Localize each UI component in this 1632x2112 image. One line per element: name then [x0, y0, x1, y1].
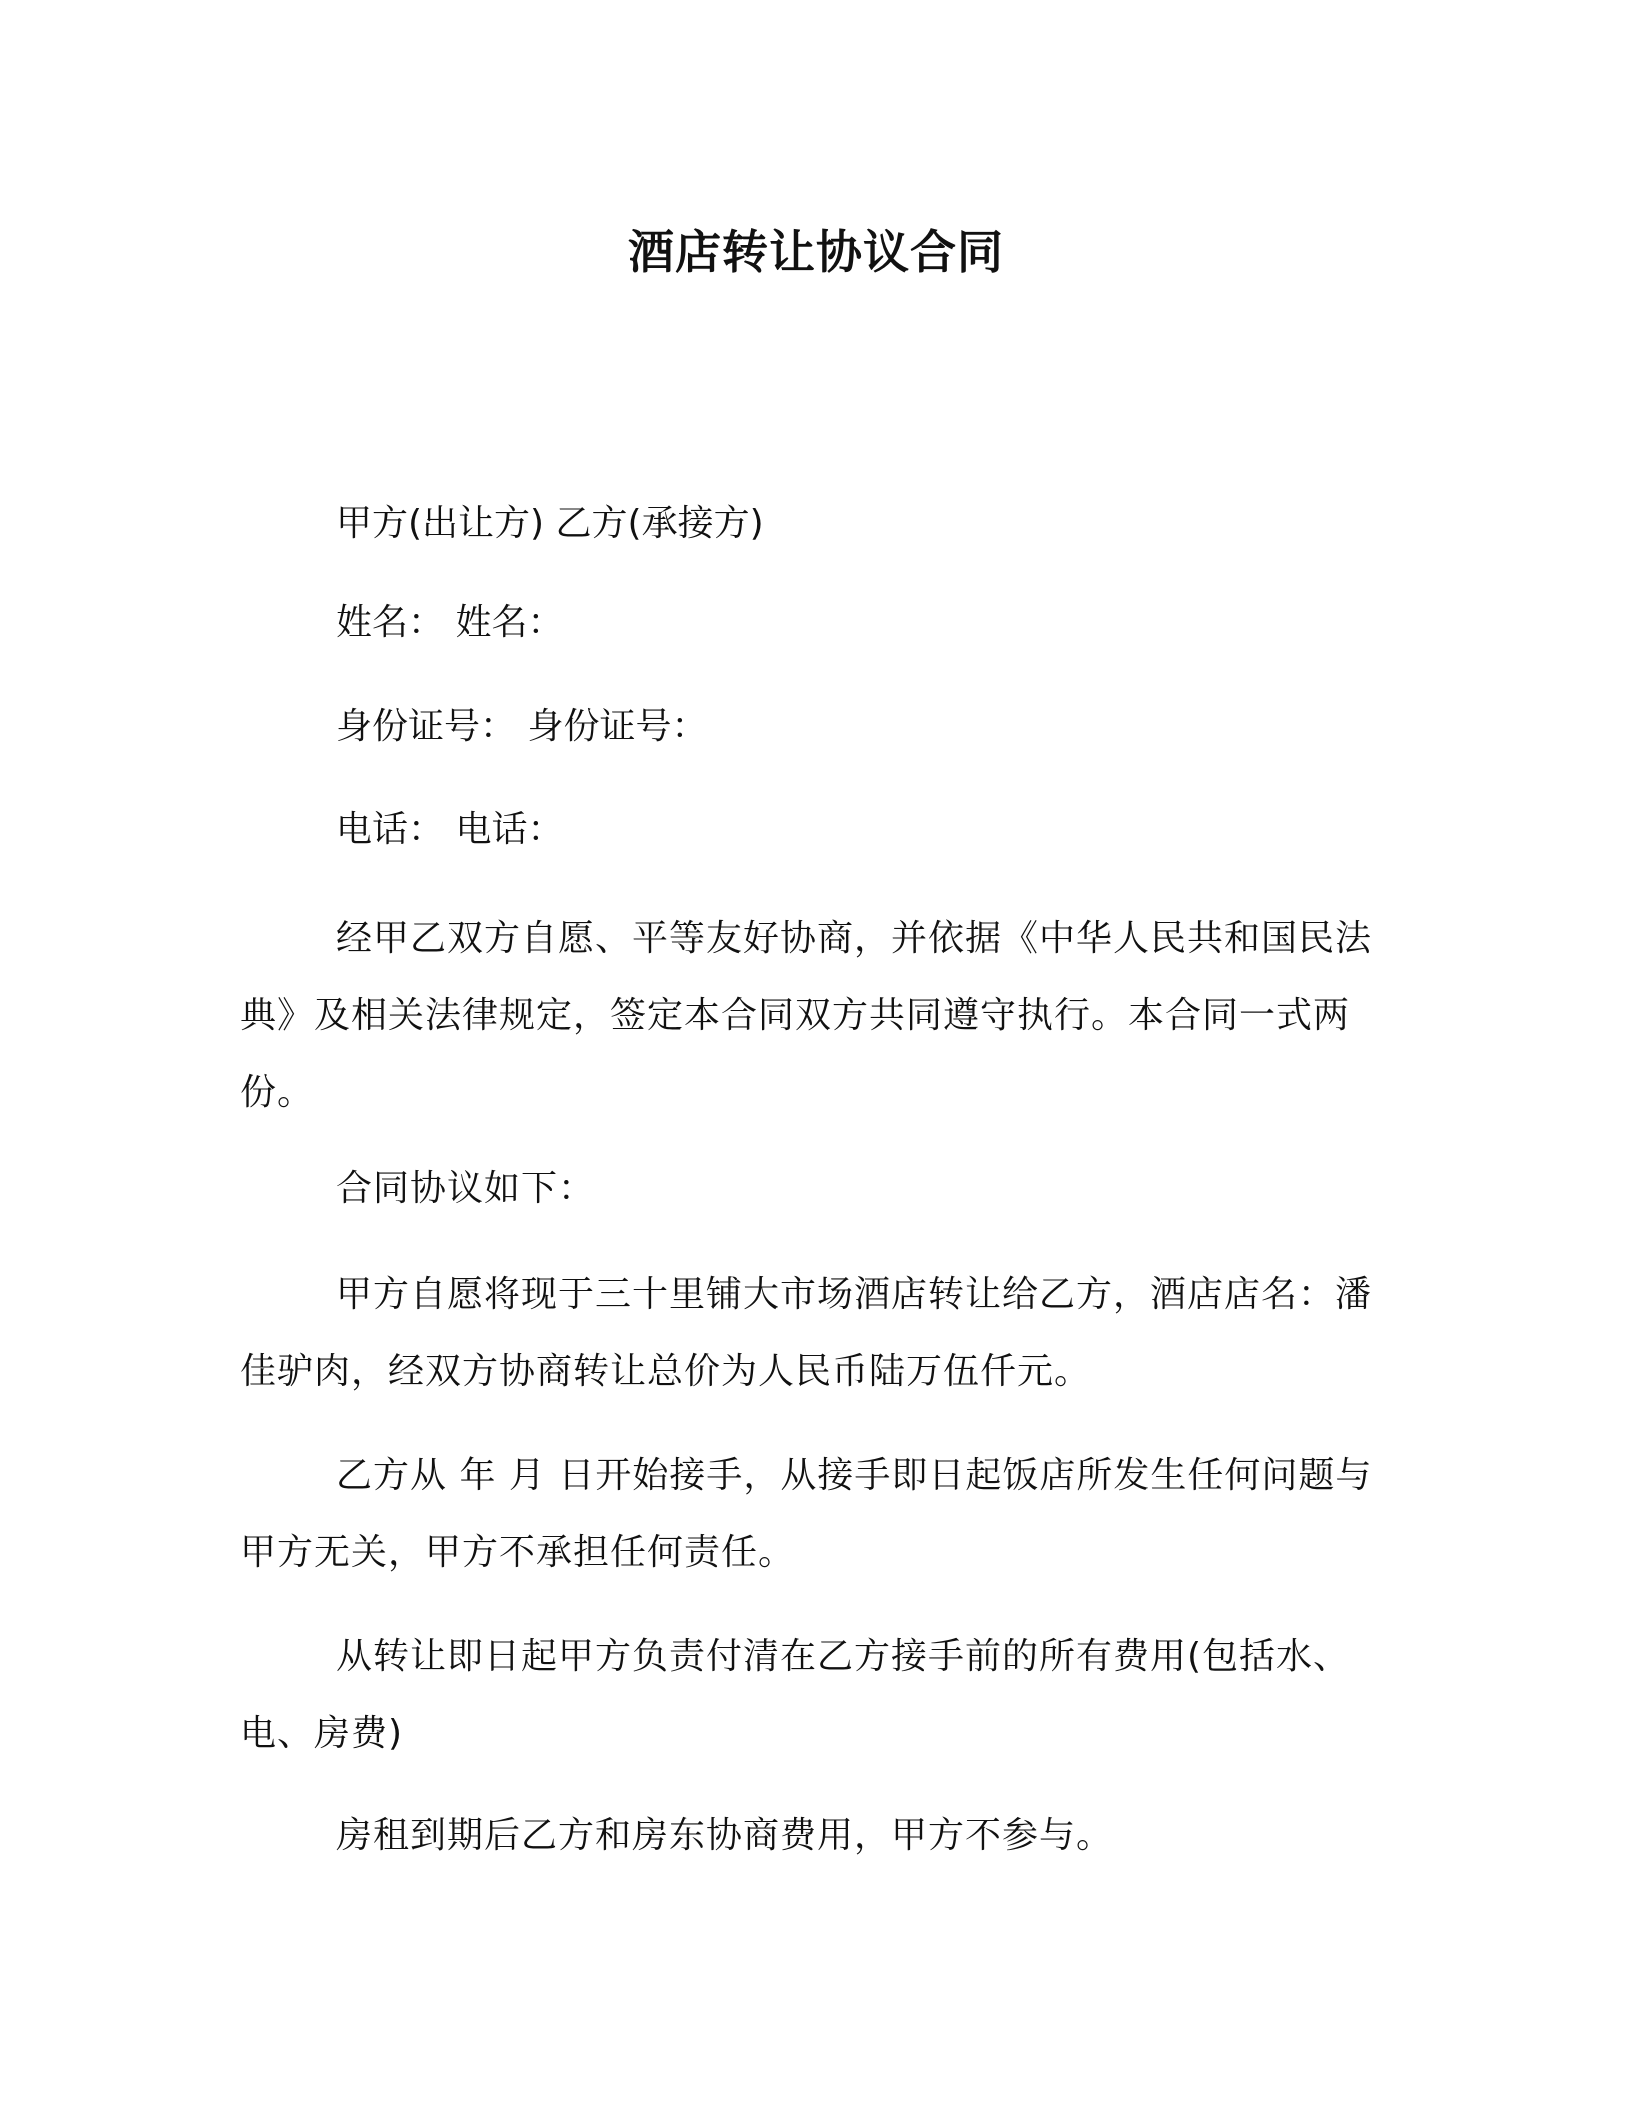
document-title: 酒店转让协议合同	[628, 225, 1004, 279]
paragraph-fees: 从转让即日起甲方负责付清在乙方接手前的所有费用(包括水、电、房费)	[240, 1636, 1351, 1754]
paragraph-agreement-heading: 合同协议如下：	[336, 1168, 596, 1209]
name-line: 姓名： 姓名：	[336, 602, 564, 643]
paragraph-transfer-terms: 甲方自愿将现于三十里铺大市场酒店转让给乙方，酒店店名：潘佳驴肉，经双方协商转让总价为人民币陆万伍仟元。	[240, 1274, 1373, 1392]
paragraph-handover-date: 乙方从 年 月 日开始接手，从接手即日起饭店所发生任何问题与甲方无关，甲方不承担任何责任。	[240, 1455, 1373, 1573]
party-header: 甲方(出让方) 乙方(承接方)	[336, 503, 764, 544]
paragraph-rent: 房租到期后乙方和房东协商费用，甲方不参与。	[336, 1815, 1114, 1856]
id-number-line: 身份证号： 身份证号：	[336, 706, 708, 747]
phone-line: 电话： 电话：	[336, 809, 564, 850]
paragraph-intro: 经甲乙双方自愿、平等友好协商，并依据《中华人民共和国民法典》及相关法律规定，签定本合同双方共同遵守执行。本合同一式两份。	[240, 918, 1373, 1113]
